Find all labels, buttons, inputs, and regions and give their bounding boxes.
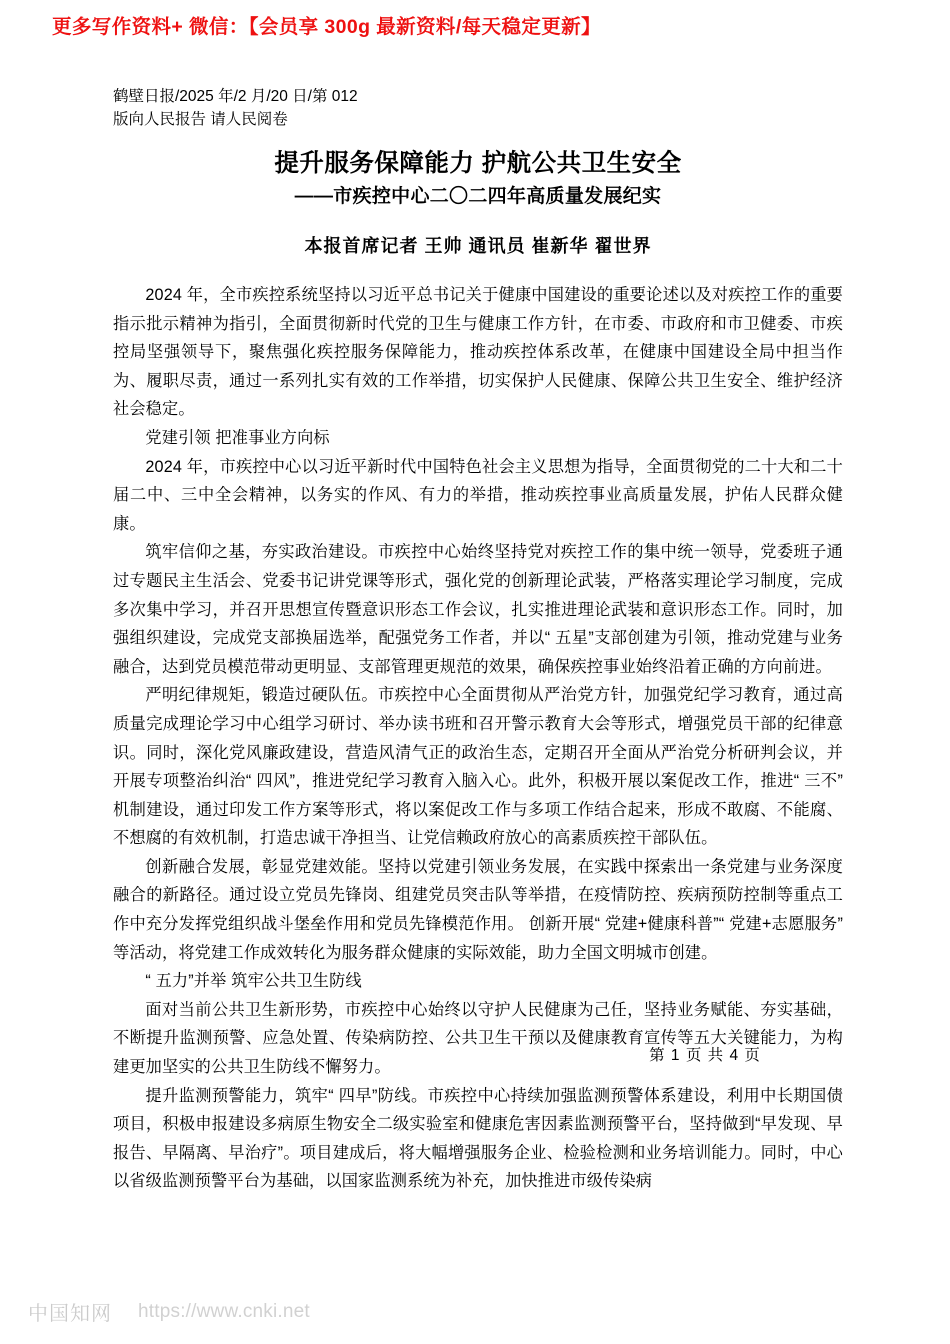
article-content: [113, 86, 843, 1196]
article-headline: 提升服务保障能力 护航公共卫生安全: [274, 150, 682, 177]
article-section-heading: “ 五力”并举 筑牢公共卫生防线: [145, 972, 362, 991]
article-section-heading: 党建引领 把准事业方向标: [145, 428, 330, 447]
promo-banner-text: 更多写作资料+ 微信：【会员享 300g 最新资料/每天稳定更新】: [52, 16, 601, 38]
article-paragraph: 2024 年，市疾控中心以习近平新时代中国特色社会主义思想为指导，全面贯彻党的二十大和二十届二中、三中全会精神，以务实的作风、有力的举措，推动疾控事业高质量发展，护佑人民群众健康。: [113, 457, 843, 533]
article-byline: 本报首席记者 王帅 通讯员 崔新华 翟世界: [304, 236, 652, 256]
article-paragraph: 面对当前公共卫生新形势，市疾控中心始终以守护人民健康为己任，坚持业务赋能、夯实基础，不断提升监测预警、应急处置、传染病防控、公共卫生干预以及健康教育宣传等五大关键能力，为构建更加坚实的公共卫生防线不懈努力。: [113, 1000, 843, 1077]
masthead-line-1: 鹤壁日报/2025 年/2 月/20 日/第 012: [113, 88, 358, 105]
masthead: [113, 86, 843, 131]
masthead-line-2: 版向人民报告 请人民阅卷: [113, 110, 288, 128]
cnki-logo-text: 中国知网: [28, 1303, 112, 1325]
article-subheadline: ——市疾控中心二〇二四年高质量发展纪实: [294, 186, 662, 207]
article-paragraph: 提升监测预警能力，筑牢“ 四早”防线。市疾控中心持续加强监测预警体系建设，利用中长期国债项目，积极申报建设多病原生物安全二级实验室和健康危害因素监测预警平台，坚持做到“早发现、早报告、早隔离、早治疗”。项目建成后，将大幅增强服务企业、检验检测和业务培训能力。同时，中心以省级监测预警平台为基础，以国家监测系统为补充，加快推进市级传染病: [113, 1086, 843, 1191]
page-number: 第 1 页 共 4 页: [649, 1047, 761, 1064]
article-paragraph: 筑牢信仰之基，夯实政治建设。市疾控中心始终坚持党对疾控工作的集中统一领导，党委班子通过专题民主生活会、党委书记讲党课等形式，强化党的创新理论武装，严格落实理论学习制度，完成多次集中学习，并召开思想宣传暨意识形态工作会议，扎实推进理论武装和意识形态工作。同时，加强组织建设，完成党支部换届选举，配强党务工作者，并以“ 五星”支部创建为引领，推动党建与业务融合，达到党员模范带动更明显、支部管理更规范的效果，确保疾控事业始终沿着正确的方向前进。: [113, 543, 843, 676]
cnki-watermark: [28, 1297, 310, 1326]
cnki-url-text: https://www.cnki.net: [138, 1300, 310, 1322]
article-paragraph: 创新融合发展，彰显党建效能。坚持以党建引领业务发展，在实践中探索出一条党建与业务深度融合的新路径。通过设立党员先锋岗、组建党员突击队等举措，在疫情防控、疾病预防控制等重点工作中充分发挥党组织战斗堡垒作用和党员先锋模范作用。 创新开展“ 党建+健康科普”“ 党建+志愿服务”等活动，将党建工作成效转化为服务群众健康的实际效能，助力全国文明城市创建。: [113, 857, 843, 962]
article-paragraph: 2024 年，全市疾控系统坚持以习近平总书记关于健康中国建设的重要论述以及对疾控工作的重要指示批示精神为指引，全面贯彻新时代党的卫生与健康工作方针，在市委、市政府和市卫健委、市疾控局坚强领导下，聚焦强化疾控服务保障能力，推动疾控体系改革，在健康中国建设全局中担当作为、履职尽责，通过一系列扎实有效的工作举措，切实保护人民健康、保障公共卫生安全、维护经济社会稳定。: [113, 286, 843, 419]
article-paragraph: 严明纪律规矩，锻造过硬队伍。市疾控中心全面贯彻从严治党方针，加强党纪学习教育，通过高质量完成理论学习中心组学习研讨、举办读书班和召开警示教育大会等形式，增强党员干部的纪律意识。同时，深化党风廉政建设，营造风清气正的政治生态，定期召开全面从严治党分析研判会议，并开展专项整治纠治“ 四风”，推进党纪学习教育入脑入心。此外，积极开展以案促改工作，推进“ 三不”机制建设，通过印发工作方案等形式，将以案促改工作与多项工作结合起来，形成不敢腐、不能腐、不想腐的有效机制，打造忠诚干净担当、让党信赖政府放心的高素质疾控干部队伍。: [113, 686, 843, 848]
